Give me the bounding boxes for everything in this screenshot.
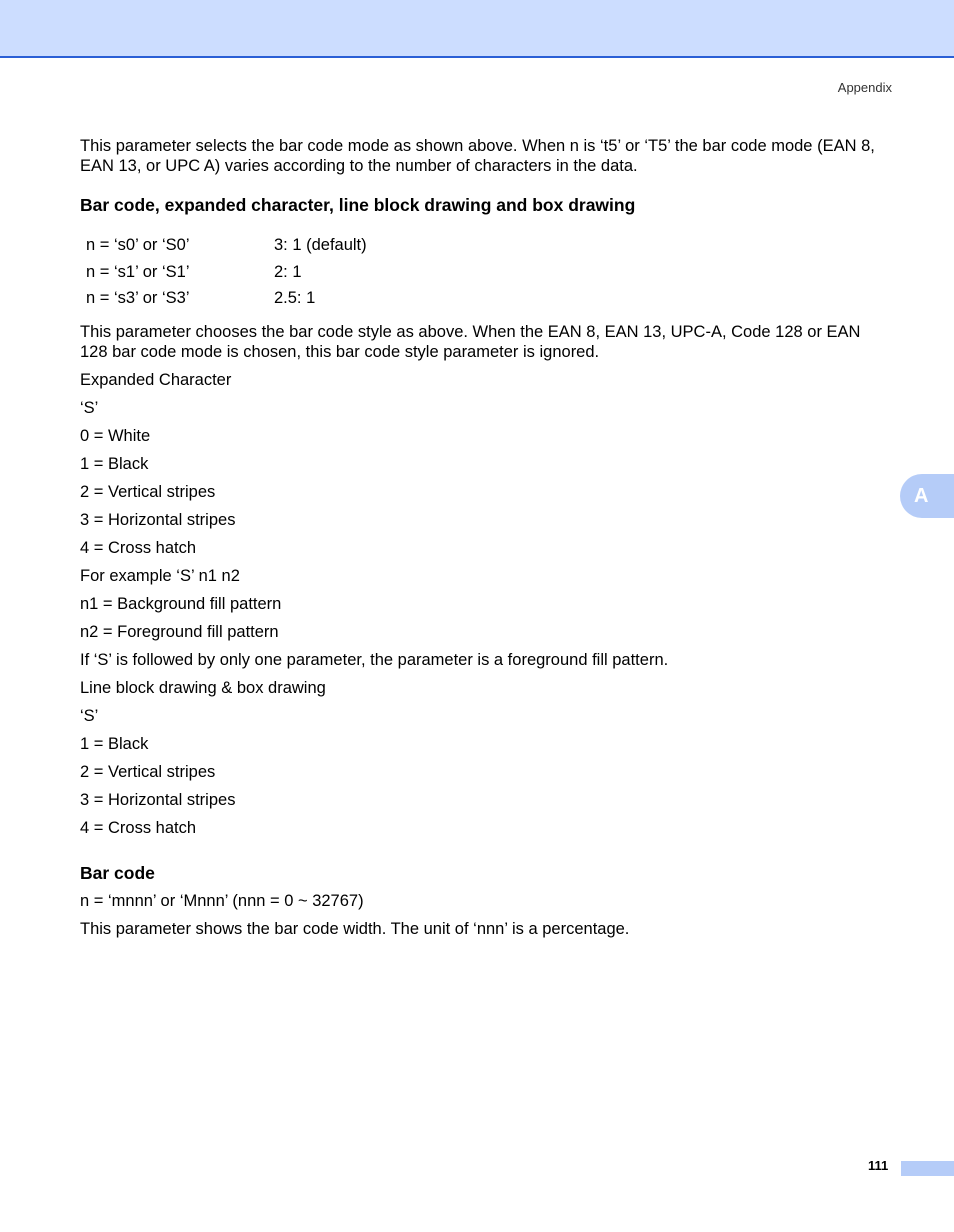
list-item: 1 = Black bbox=[80, 734, 149, 753]
table-cell-param: n = ‘s3’ or ‘S3’ bbox=[86, 289, 190, 308]
list-item: 2 = Vertical stripes bbox=[80, 482, 216, 501]
section-heading-barcode: Bar code bbox=[80, 862, 155, 883]
list-item: n1 = Background fill pattern bbox=[80, 594, 282, 613]
expanded-character-list bbox=[80, 366, 892, 842]
list-item: If ‘S’ is followed by only one parameter, the parameter is a foreground fill pattern. bbox=[80, 650, 669, 669]
list-item: 3 = Horizontal stripes bbox=[80, 790, 236, 809]
list-item: ‘S’ bbox=[80, 706, 99, 725]
table-row bbox=[86, 232, 892, 259]
list-item: 0 = White bbox=[80, 426, 151, 445]
intro-paragraph: This parameter selects the bar code mode as shown above. When n is ‘t5’ or ‘T5’ the bar code mode (EAN 8, EAN 13, or UPC A) varies according to the number of characters in the data. bbox=[80, 137, 875, 175]
ratio-table bbox=[86, 232, 892, 312]
table-cell-param: n = ‘s0’ or ‘S0’ bbox=[86, 236, 190, 255]
list-item: ‘S’ bbox=[80, 398, 99, 417]
list-item: Line block drawing & box drawing bbox=[80, 678, 326, 697]
list-item: 3 = Horizontal stripes bbox=[80, 510, 236, 529]
top-header-band bbox=[0, 0, 954, 58]
list-item: 1 = Black bbox=[80, 454, 149, 473]
chapter-tab-label: A bbox=[914, 484, 929, 507]
list-item: 4 = Cross hatch bbox=[80, 538, 197, 557]
list-item: 2 = Vertical stripes bbox=[80, 762, 216, 781]
chapter-tab bbox=[900, 474, 954, 518]
table-row bbox=[86, 259, 892, 286]
table-cell-value: 2.5: 1 bbox=[274, 289, 316, 308]
list-item: Expanded Character bbox=[80, 370, 232, 389]
page-number: 111 bbox=[868, 1158, 889, 1173]
page-content bbox=[80, 136, 892, 943]
style-paragraph: This parameter chooses the bar code style as above. When the EAN 8, EAN 13, UPC-A, Code 128 or EAN 128 bar code mode is chosen, this bar code style parameter is ignored. bbox=[80, 322, 861, 361]
section-heading-barcode-expanded: Bar code, expanded character, line block drawing and box drawing bbox=[80, 195, 636, 215]
width-paragraph: This parameter shows the bar code width. The unit of ‘nnn’ is a percentage. bbox=[80, 919, 630, 938]
table-cell-param: n = ‘s1’ or ‘S1’ bbox=[86, 262, 190, 281]
table-cell-value: 3: 1 (default) bbox=[274, 236, 367, 255]
header-section-label: Appendix bbox=[837, 80, 892, 95]
list-item: 4 = Cross hatch bbox=[80, 818, 197, 837]
width-param-line: n = ‘mnnn’ or ‘Mnnn’ (nnn = 0 ~ 32767) bbox=[80, 891, 364, 910]
list-item: n2 = Foreground fill pattern bbox=[80, 622, 279, 641]
table-cell-value: 2: 1 bbox=[274, 262, 302, 281]
list-item: For example ‘S’ n1 n2 bbox=[80, 566, 240, 585]
table-row bbox=[86, 285, 892, 312]
footer-band bbox=[901, 1161, 954, 1176]
